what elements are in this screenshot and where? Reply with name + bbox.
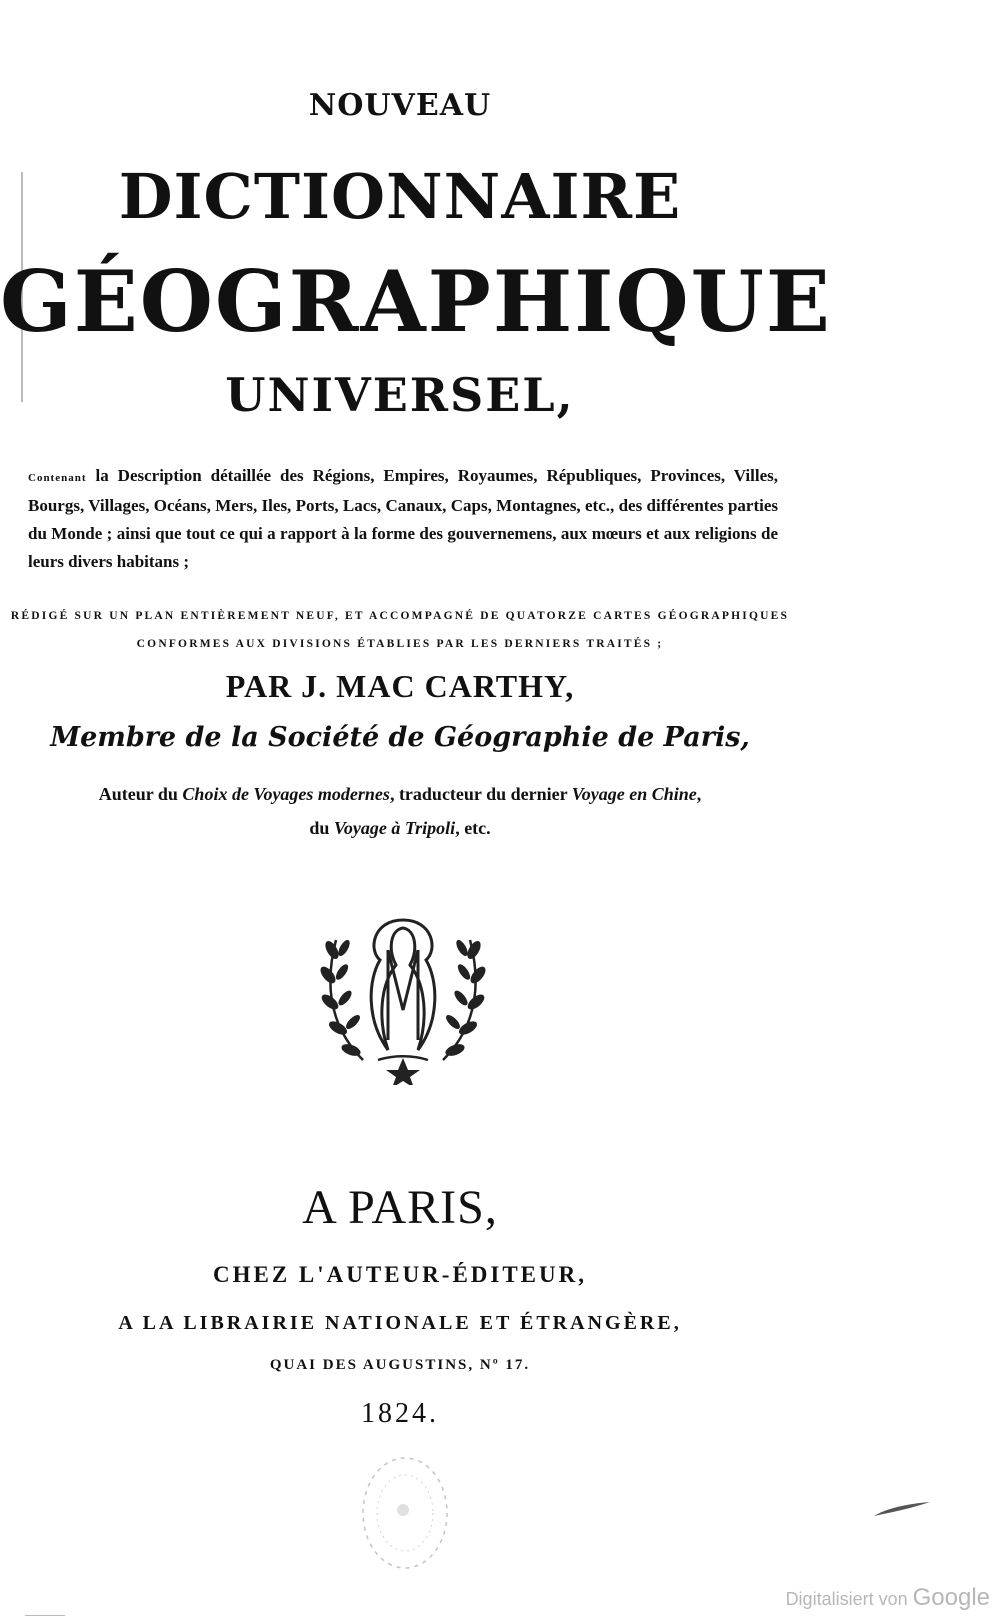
imprint-year: 1824. <box>361 1398 439 1429</box>
watermark-brand: Google <box>912 1584 990 1611</box>
author-works-line-1 <box>0 784 800 805</box>
title-dictionnaire: DICTIONNAIRE <box>118 160 682 233</box>
redige-line-2: CONFORMES AUX DIVISIONS ÉTABLIES PAR LES DERNIERS TRAITÉS ; <box>136 638 664 650</box>
imprint-address: QUAI DES AUGUSTINS, Nº 17. <box>269 1357 531 1373</box>
library-stamp-icon <box>355 1448 455 1578</box>
scan-edge-mark <box>25 1615 65 1616</box>
auteur-prefix: Auteur du <box>98 784 183 804</box>
description-paragraph <box>28 462 778 576</box>
redige-line-1: RÉDIGÉ SUR UN PLAN ENTIÈREMENT NEUF, ET ACCOMPAGNÉ DE QUATORZE CARTES GÉOGRAPHIQUES <box>10 610 790 622</box>
digitization-watermark <box>760 1584 990 1612</box>
imprint-library: A LA LIBRAIRIE NATIONALE ET ÉTRANGÈRE, <box>118 1312 682 1334</box>
work-choix: Choix de Voyages modernes <box>182 784 390 804</box>
description-text: la Description détaillée des Régions, Empires, Royaumes, Républiques, Provinces, Villes, Bourgs, Villages, Océans, Mers, Iles, Ports, Lacs, Canaux, Caps, Montagnes, etc., des différentes parties du Monde ; ainsi que tout ce qui a rapport à la forme des gouvernemens, aux mœurs et aux religions de leurs divers habitans ; <box>28 466 779 571</box>
imprint-city: A PARIS, <box>302 1181 498 1234</box>
author-membership: Membre de la Société de Géographie de Paris, <box>50 722 750 753</box>
traducteur-text: , traducteur du dernier <box>389 784 572 804</box>
etc-text: , etc. <box>455 818 491 838</box>
imprint-publisher: CHEZ L'AUTEUR-ÉDITEUR, <box>213 1262 587 1287</box>
title-universel: UNIVERSEL, <box>225 368 575 422</box>
author-name: PAR J. MAC CARTHY, <box>225 668 575 704</box>
work-voyage-tripoli: Voyage à Tripoli <box>333 818 456 838</box>
author-works-line-2 <box>0 818 800 839</box>
title-nouveau: NOUVEAU <box>308 88 492 123</box>
ink-smudge-icon <box>872 1498 932 1520</box>
description-lead: Contenant <box>28 472 87 484</box>
monogram-wreath-icon <box>318 910 488 1085</box>
work-voyage-chine: Voyage en Chine <box>571 784 697 804</box>
title-geographique: GÉOGRAPHIQUE <box>0 252 832 351</box>
watermark-prefix: Digitalisiert von <box>785 1589 913 1609</box>
du-text: du <box>309 818 334 838</box>
comma: , <box>696 784 702 804</box>
redige-block <box>0 602 800 658</box>
